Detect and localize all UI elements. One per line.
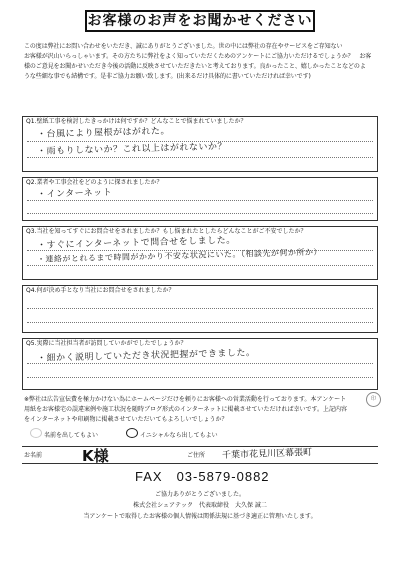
intro-line: 様のご意見をお聞かせいただき今後の活動に反映させていただきたいと考えております。良かったこと、嬉しかったことなどのよ: [24, 63, 366, 70]
question-2-label: Q2.業者や工事会社をどのように探されましたか？: [26, 179, 163, 186]
option-real-name-radio[interactable]: [30, 428, 42, 438]
option-initials-label: イニシャルなら出してもよい: [140, 432, 218, 439]
question-5-answer-1: ・細かく説明していただき状況把握ができました。: [36, 348, 256, 364]
name-label: お名前: [24, 452, 43, 459]
answer-line: [27, 265, 373, 266]
question-3-label: Q3.当社を知ってすぐにお問合せをされましたか？もし悩まれたとしたらどんなことがご不安でしたか？: [26, 228, 307, 235]
publication-consent-text: [24, 395, 380, 425]
answer-line: [27, 308, 373, 309]
footer-privacy: 当アンケートで取得したお客様の個人情報は関係法規に基づき適正に管理いたします。: [83, 513, 317, 520]
intro-text: [24, 42, 376, 82]
footer-thanks: ご協力ありがとうございました。: [154, 491, 245, 498]
intro-line: この度は弊社にお問い合わせをいただき、誠にありがとうございました。世の中には弊社の存在やサービスをご存知ない: [24, 43, 343, 50]
question-3-answer-1: ・すぐにインターネットで問合せをしました。: [36, 235, 236, 251]
question-3-answer-2: ・連絡がとれるまで時間がかかり不安な状況にいた。（相談先が何か所か）: [36, 247, 323, 264]
question-1-label: Q1.壁紙工事を検討したきっかけは何ですか？どんなことで悩まれていましたか？: [26, 118, 247, 125]
option-real-name-label: 名前を出してもよい: [44, 432, 99, 439]
question-5-box: [22, 338, 378, 390]
address-value: 千葉市花見川区幕張町: [221, 447, 313, 461]
consent-line: をインターネットや印刷物に掲載させていただいてもよろしいでしょうか？: [24, 416, 228, 423]
name-value: K様: [82, 447, 109, 465]
question-5-label: Q5.実際に当社担当者が訪問していかがでしたでしょうか？: [26, 340, 187, 347]
answer-line: [27, 213, 373, 214]
question-1-answer-1: ・台風により屋根がはがれた。: [36, 126, 171, 140]
seal-stamp: 印: [366, 392, 381, 407]
answer-line: [27, 200, 373, 201]
answer-line: [27, 157, 373, 158]
footer-company: 株式会社シェアテック 代表取締役 大久保 誠二: [133, 502, 267, 509]
question-4-label: Q4.何が決め手となり当社にお問合せをされましたか？: [26, 287, 175, 294]
question-1-answer-2: ・雨もりしないか？これ以上はがれないか？: [36, 142, 228, 157]
question-4-box: [22, 285, 378, 333]
question-1-box: [22, 116, 378, 172]
survey-title: お客様のお声をお聞かせください: [85, 10, 315, 32]
intro-line: うな些細な事でも結構です。是非ご協力お願い致します。(出来るだけ具体的に書いていただければ幸いです): [24, 73, 311, 80]
consent-line: ※弊社は広告宣伝費を極力かけない為にホームページだけを頼りにお客様への営業活動を行っております。本アンケート: [24, 396, 347, 403]
fax-number: FAX 03-5879-0882: [135, 469, 270, 484]
question-3-box: [22, 226, 378, 280]
intro-line: お客様が沢山いらっしゃいます。その方たちに弊社をよく知っていただくためのアンケートにご協力いただけるでしょうか？ お客: [24, 53, 372, 60]
option-initials-radio-selected[interactable]: [126, 428, 138, 438]
question-2-answer-1: ・インターネット: [36, 188, 113, 200]
consent-line: 用紙をお客様宅の誤違案例や施工状況を随時ブログ形式のインターネットに掲載させていただければ幸いです。上記内容: [24, 406, 347, 413]
answer-line: [27, 322, 373, 323]
question-2-box: [22, 177, 378, 221]
address-label: ご住所: [187, 452, 206, 459]
answer-line: [27, 377, 373, 378]
customer-info-row: [22, 446, 378, 464]
answer-line: [27, 363, 373, 364]
